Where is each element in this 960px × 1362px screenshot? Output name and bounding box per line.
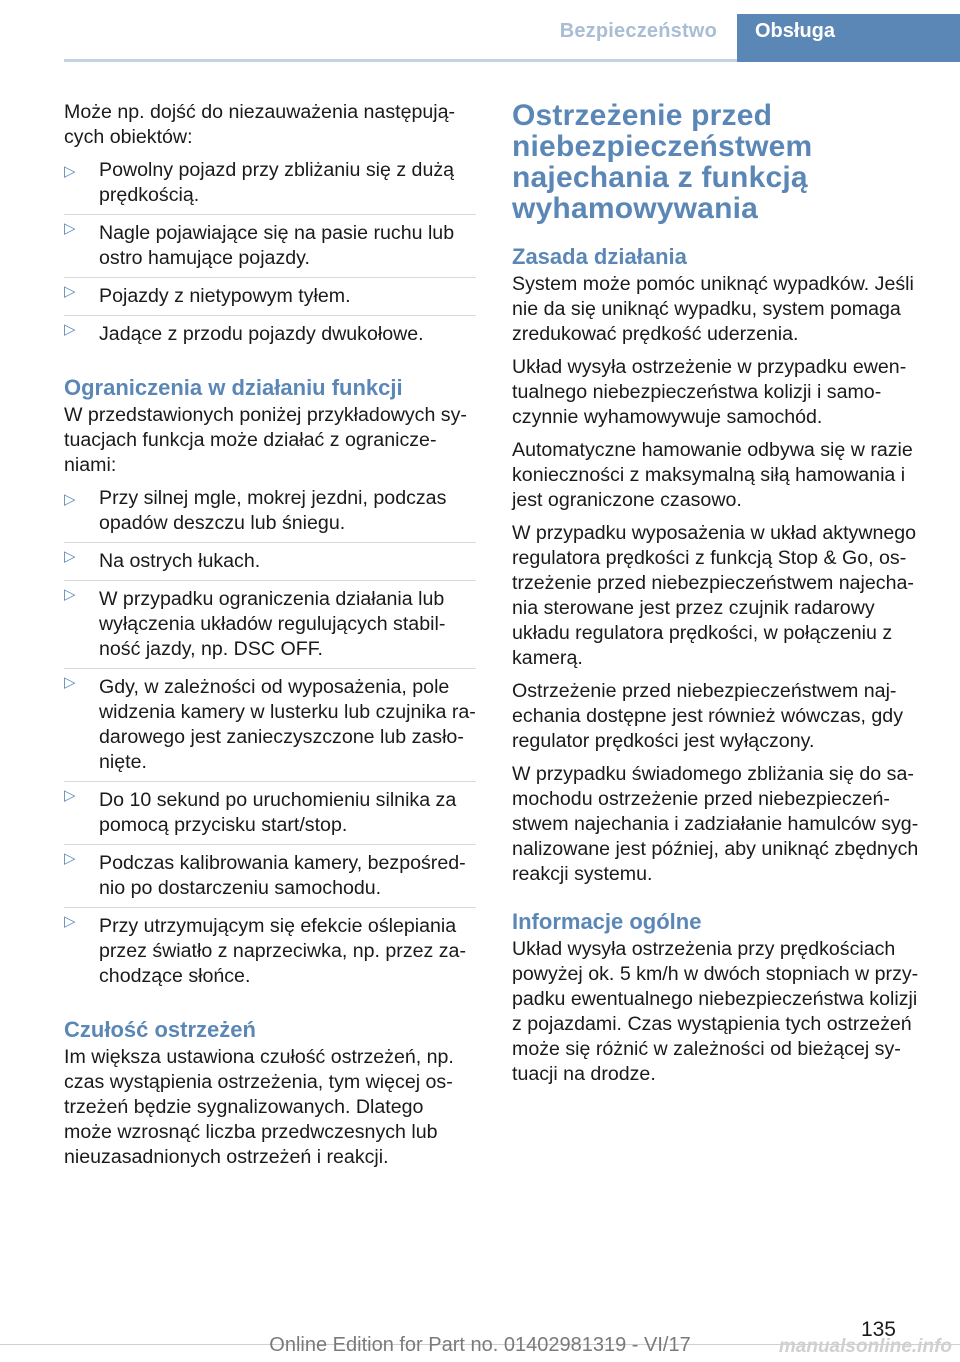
list-item: ▷ Do 10 sekund po uruchomieniu silnika za pomocą przycisku start/stop. (64, 781, 476, 844)
list-item: ▷ Jadące z przodu pojazdy dwukołowe. (64, 315, 476, 353)
header-section-title: Bezpieczeństwo (559, 20, 717, 42)
list-item: ▷ Powolny pojazd przy zbliżaniu się z dużą prędkością. (64, 159, 455, 206)
header-chapter-label: Obsługa (755, 20, 836, 42)
watermark: manualsonline.info (778, 1336, 952, 1357)
triangle-right-icon: ▷ (64, 787, 76, 804)
list-item: ▷ Nagle pojawiające się na pasie ruchu lub ostro hamujące pojazdy. (64, 214, 476, 277)
sensitivity-heading: Czułość ostrzeżeń (64, 1017, 256, 1042)
page-number: 135 (860, 1318, 896, 1341)
limits-heading: Ograniczenia w działaniu funkcji (64, 375, 403, 400)
principle-heading: Zasada działania (512, 244, 687, 269)
objects-intro: Może np. dojść do niezauważenia następujących obiektów: (64, 101, 456, 148)
triangle-right-icon: ▷ (64, 491, 76, 508)
list-item: ▷ Przy silnej mgle, mokrej jezdni, podczas opadów deszczu lub śniegu. (64, 487, 447, 534)
general-text: Układ wysyła ostrzeżenia przy prędkościach powyżej ok. 5 km/h w dwóch stopniach w przypadku ewentualnego niebezpieczeństwa kolizji z pojazdami. Czas wystąpienia tych ostrzeżeń może się różnić w zależności od bieżącej sytuacji na drodze. (512, 938, 919, 1085)
sensitivity-text: Im większa ustawiona czułość ostrzeżeń, np. czas wystąpienia ostrzeżenia, tym więcej ostrzeżeń będzie sygnalizowanych. Dlatego może wzrosnąć liczba przedwczesnych lub nieuzasadnionych ostrzeżeń i reakcji. (64, 1046, 454, 1168)
right-column (512, 100, 928, 1095)
triangle-right-icon: ▷ (64, 913, 76, 930)
header-divider (64, 59, 737, 62)
list-item: ▷ Gdy, w zależności od wyposażenia, pole widzenia kamery w lusterku lub czujnika radarowego jest zanieczyszczone lub zasłonięte. (64, 668, 476, 781)
header-chapter-tab (737, 14, 960, 62)
list-item: ▷ Przy utrzymującym się efekcie oślepiania przez światło z naprzeciwka, np. przez zachodzące słońce. (64, 907, 476, 995)
triangle-right-icon: ▷ (64, 220, 76, 237)
general-heading: Informacje ogólne (512, 909, 702, 934)
left-column (64, 100, 476, 1178)
principle-paragraph: Układ wysyła ostrzeżenie w przypadku ewentualnego niebezpieczeństwa kolizji i samoczynnie wyhamowywuje samochód. (512, 356, 907, 428)
limits-list (64, 486, 476, 995)
page-header (0, 0, 960, 62)
triangle-right-icon: ▷ (64, 283, 76, 300)
list-item: ▷ Pojazdy z nietypowym tyłem. (64, 277, 476, 315)
triangle-right-icon: ▷ (64, 674, 76, 691)
triangle-right-icon: ▷ (64, 163, 76, 180)
principle-paragraph: Automatyczne hamowanie odbywa się w razie konieczności z maksymalną siłą hamowania i jest ograniczone czasowo. (512, 439, 913, 511)
principle-paragraph: Ostrzeżenie przed niebezpieczeństwem najechania dostępne jest również wówczas, gdy regulator prędkości jest wyłączony. (512, 680, 904, 752)
list-item: ▷ Na ostrych łukach. (64, 542, 476, 580)
edition-note: Online Edition for Part no. 01402981319 - VI/17 (269, 1334, 691, 1356)
triangle-right-icon: ▷ (64, 586, 76, 603)
principle-paragraph: W przypadku świadomego zbliżania się do samochodu ostrzeżenie przed niebezpieczeństwem najechania i zadziałanie hamulców sygnalizowane jest później, aby uniknąć zbędnych reakcji systemu. (512, 763, 919, 885)
principle-paragraph: System może pomóc uniknąć wypadków. Jeśli nie da się uniknąć wypadku, system pomaga zredukować prędkość uderzenia. (512, 273, 914, 345)
triangle-right-icon: ▷ (64, 548, 76, 565)
list-item: ▷ Podczas kalibrowania kamery, bezpośrednio po dostarczeniu samochodu. (64, 844, 476, 907)
limits-intro: W przedstawionych poniżej przykładowych sytuacjach funkcja może działać z ograniczeniami: (64, 404, 467, 476)
section-title: Ostrzeżenie przed niebezpieczeństwem najechania z funkcją wyhamowywania (512, 99, 813, 225)
triangle-right-icon: ▷ (64, 321, 76, 338)
objects-list (64, 158, 476, 353)
triangle-right-icon: ▷ (64, 850, 76, 867)
list-item: ▷ W przypadku ograniczenia działania lub wyłączenia układów regulujących stabilność jazdy, np. DSC OFF. (64, 580, 476, 668)
principle-paragraph: W przypadku wyposażenia w układ aktywnego regulatora prędkości z funkcją Stop & Go, ostrzeżenie przed niebezpieczeństwem najechania sterowane jest przez czujnik radarowy układu regulatora prędkości, w połączeniu z kamerą. (512, 522, 917, 669)
